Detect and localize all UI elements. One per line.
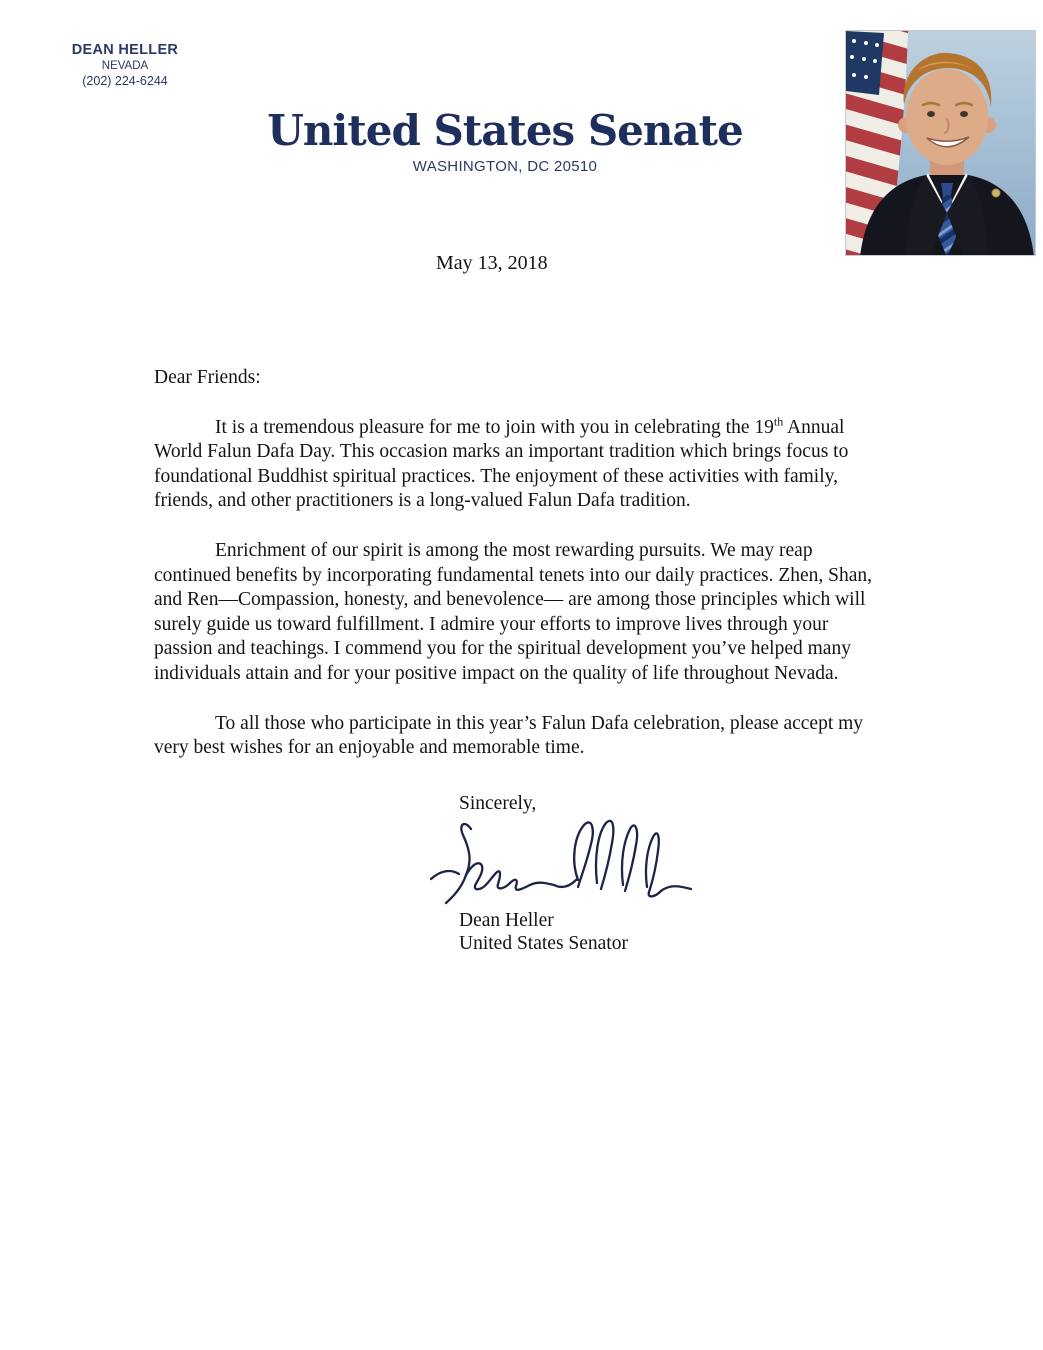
- signer-name: Dean Heller: [459, 910, 554, 931]
- org-name: United States Senate: [267, 106, 743, 155]
- sender-state: NEVADA: [101, 60, 149, 72]
- letter-body: [154, 366, 890, 786]
- paragraph-1-continued: Annual World Falun Dafa Day. This occasion marks an important tradition which brings focus to foundational Buddhist spiritual practices. The enjoyment of these activities with family, friends, and other practitioners is a long-valued Falun Dafa tradition.: [154, 416, 849, 512]
- dean-heller-handwritten-signature: [425, 817, 697, 909]
- ordinal-superscript: th: [773, 414, 784, 429]
- paragraph-1: [154, 416, 890, 514]
- portrait-illustration: [846, 31, 1036, 256]
- senator-portrait-photo: [845, 30, 1036, 256]
- paragraph-3: To all those who participate in this year’s Falun Dafa celebration, please accept my very best wishes for an enjoyable and memorable time.: [154, 712, 864, 759]
- valediction: Sincerely,: [459, 793, 537, 814]
- org-address: WASHINGTON, DC 20510: [412, 158, 598, 175]
- closing-block: [459, 793, 697, 955]
- letter-date: May 13, 2018: [436, 252, 548, 274]
- sender-phone: (202) 224-6244: [82, 74, 168, 88]
- sender-contact-block: [58, 42, 192, 88]
- sender-name: DEAN HELLER: [71, 42, 179, 58]
- paragraph-2: Enrichment of our spirit is among the most rewarding pursuits. We may reap continued benefits by incorporating fundamental tenets into our daily practices. Zhen, Shan, and Ren—Compassion, honesty, and benevolence— are among those principles which will surely guide us toward fulfillment. I admire your efforts to improve lives through your passion and teachings. I commend you for the spiritual development you’ve helped many individuals attain and for your positive impact on the quality of life throughout Nevada.: [154, 539, 873, 684]
- salutation: Dear Friends:: [154, 367, 261, 388]
- paragraph-1-text: It is a tremendous pleasure for me to join with you in celebrating the 19: [215, 416, 774, 438]
- signer-title: United States Senator: [459, 933, 628, 954]
